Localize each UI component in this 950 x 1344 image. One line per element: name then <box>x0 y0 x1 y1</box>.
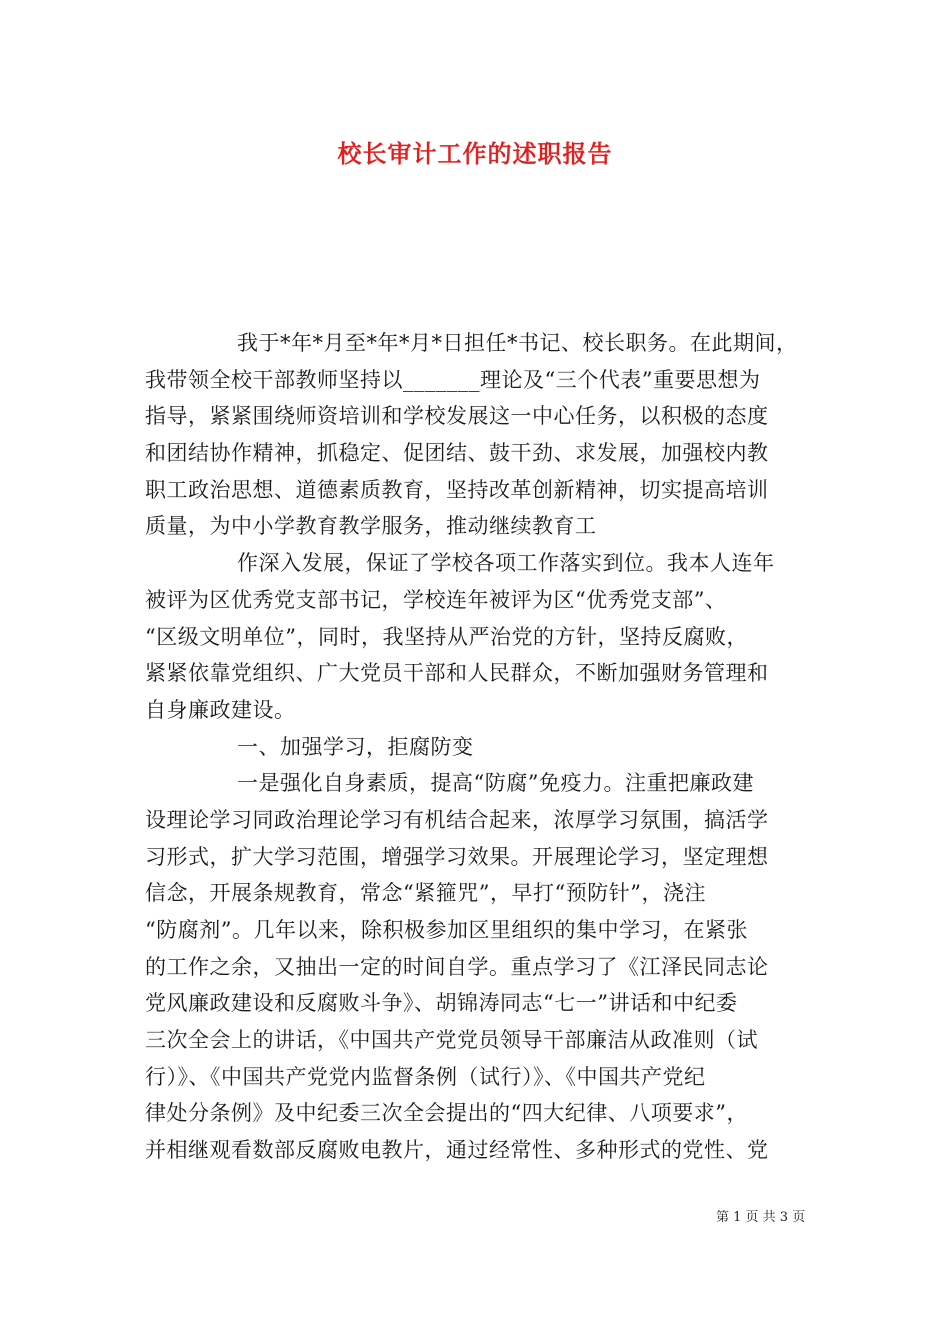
text-line: 律处分条例》及中纪委三次全会提出的“四大纪律、八项要求”， <box>145 1101 748 1126</box>
text-line: 并相继观看数部反腐败电教片，通过经常性、多种形式的党性、党 <box>145 1138 769 1163</box>
section-heading: 一、加强学习，拒腐防变 <box>237 734 474 759</box>
text-line: 行）》、《中国共产党党内监督条例（试行）》、《中国共产党纪 <box>145 1064 706 1089</box>
text-line: 我于*年*月至*年*月*日担任*书记、校长职务。在此期间， <box>237 331 798 355</box>
text-line: 我带领全校干部教师坚持以_______理论及“三个代表”重要思想为 <box>145 367 761 392</box>
text-line: 习形式，扩大学习范围，增强学习效果。开展理论学习，坚定理想 <box>145 844 769 869</box>
text-line: 的工作之余，又抽出一定的时间自学。重点学习了《江泽民同志论 <box>145 954 769 979</box>
document-body <box>145 325 810 1169</box>
text-line: 自身廉政建设。 <box>145 697 296 722</box>
text-line: 作深入发展，保证了学校各项工作落实到位。我本人连年 <box>237 551 775 576</box>
page-number: 第 1 页 共 3 页 <box>716 1210 806 1225</box>
text-line: 指导，紧紧围绕师资培训和学校发展这一中心任务，以积极的态度 <box>145 404 769 429</box>
document-title: 校长审计工作的述职报告 <box>337 139 613 168</box>
text-line: 质量，为中小学教育教学服务，推动继续教育工 <box>145 514 597 539</box>
text-line: “防腐剂”。几年以来，除积极参加区里组织的集中学习，在紧张 <box>145 918 748 942</box>
text-line: 设理论学习同政治理论学习有机结合起来，浓厚学习氛围，搞活学 <box>145 807 769 832</box>
text-line: 党风廉政建设和反腐败斗争》、胡锦涛同志“七一”讲话和中纪委 <box>145 991 738 1016</box>
text-line: 三次全会上的讲话，《中国共产党党员领导干部廉洁从政准则（试 <box>145 1028 758 1053</box>
text-line: 信念，开展条规教育，常念“紧箍咒”，早打“预防针”，浇注 <box>145 881 706 906</box>
text-line: 紧紧依靠党组织、广大党员干部和人民群众，不断加强财务管理和 <box>145 661 769 686</box>
text-line: “区级文明单位”，同时，我坚持从严治党的方针，坚持反腐败， <box>145 624 748 649</box>
text-line: 和团结协作精神，抓稳定、促团结、鼓干劲、求发展，加强校内教 <box>145 441 769 466</box>
text-line: 一是强化自身素质，提高“防腐”免疫力。注重把廉政建 <box>237 771 754 796</box>
text-line: 职工政治思想、道德素质教育，坚持改革创新精神，切实提高培训 <box>145 477 769 502</box>
text-line: 被评为区优秀党支部书记，学校连年被评为区“优秀党支部”、 <box>145 587 727 612</box>
